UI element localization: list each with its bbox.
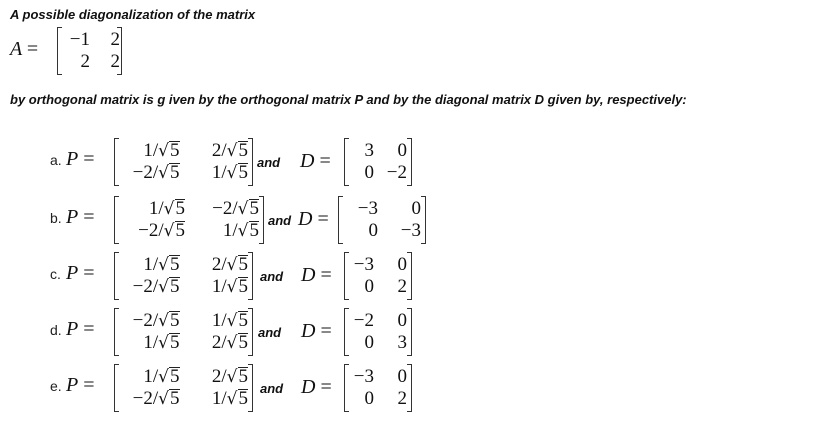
option-e-d-symbol: D xyxy=(301,376,316,398)
option-d-d-cell-r1c1: −2 xyxy=(353,310,374,331)
option-c-matrix-d xyxy=(344,252,412,300)
option-b-d-cell-r1c2: 0 xyxy=(411,198,421,219)
option-b-d-cell-r1c1: −3 xyxy=(357,198,378,219)
option-a-p-label xyxy=(66,148,95,171)
option-b-d-label xyxy=(298,208,329,231)
option-c-matrix-p xyxy=(114,252,253,300)
option-e-matrix-p xyxy=(114,364,253,412)
option-e-d-equals: = xyxy=(315,376,332,398)
option-b-p-symbol: P xyxy=(66,206,79,228)
option-c-d-symbol: D xyxy=(301,264,316,286)
option-e-p-label xyxy=(66,374,95,397)
option-a-d-symbol: D xyxy=(300,150,315,172)
option-d-and: and xyxy=(258,325,282,340)
option-a-d-cell-r2c1: 0 xyxy=(364,162,374,183)
matrix-a-symbol: A xyxy=(10,38,22,60)
option-e-p-cell-r2c1: −2/√5 xyxy=(132,388,180,409)
option-e-p-cell-r1c1: 1/√5 xyxy=(143,366,180,387)
option-a-p-cell-r2c1: −2/√5 xyxy=(132,162,180,183)
option-e-p-cell-r1c2: 2/√5 xyxy=(211,366,248,387)
option-d-d-cell-r1c2: 0 xyxy=(397,310,407,331)
option-e-and: and xyxy=(260,381,284,396)
option-c-d-cell-r1c1: −3 xyxy=(353,254,374,275)
option-c-p-cell-r2c2: 1/√5 xyxy=(211,276,248,297)
option-c-letter: c. xyxy=(50,266,61,282)
option-a-letter: a. xyxy=(50,152,62,168)
option-e-d-label xyxy=(301,376,332,399)
matrix-a xyxy=(57,27,122,75)
option-a-p-cell-r1c2: 2/√5 xyxy=(211,140,248,161)
option-d-p-cell-r1c1: −2/√5 xyxy=(132,310,180,331)
matrix-a-label xyxy=(10,38,38,61)
option-a-d-equals: = xyxy=(314,150,331,172)
option-d-d-symbol: D xyxy=(301,320,316,342)
option-b-letter: b. xyxy=(50,210,62,226)
option-a-p-cell-r1c1: 1/√5 xyxy=(143,140,180,161)
option-b-p-cell-r2c1: −2/√5 xyxy=(138,220,185,241)
option-d-p-cell-r2c2: 2/√5 xyxy=(211,332,248,353)
option-a-p-equals: = xyxy=(78,148,95,170)
option-c-d-cell-r1c2: 0 xyxy=(397,254,407,275)
option-e-p-cell-r2c2: 1/√5 xyxy=(211,388,248,409)
option-a-p-symbol: P xyxy=(66,148,79,170)
option-e-p-equals: = xyxy=(78,374,95,396)
option-e-d-cell-r1c1: −3 xyxy=(353,366,374,387)
option-a-d-cell-r2c2: −2 xyxy=(386,162,407,183)
option-c-and: and xyxy=(260,269,284,284)
option-b-p-equals: = xyxy=(78,206,95,228)
option-b-and: and xyxy=(268,213,292,228)
option-c-d-label xyxy=(301,264,332,287)
option-a-d-label xyxy=(300,150,331,173)
option-e-d-cell-r2c1: 0 xyxy=(364,388,374,409)
option-c-p-symbol: P xyxy=(66,262,79,284)
option-e-d-cell-r2c2: 2 xyxy=(397,388,407,409)
option-b-d-equals: = xyxy=(312,208,329,230)
option-d-matrix-p xyxy=(114,308,253,356)
option-b-d-cell-r2c2: −3 xyxy=(400,220,421,241)
option-c-p-cell-r1c2: 2/√5 xyxy=(211,254,248,275)
question-subtitle: by orthogonal matrix is g iven by the orthogonal matrix P and by the diagonal matrix D given by, respectively: xyxy=(10,92,687,107)
option-a-d-cell-r1c1: 3 xyxy=(364,140,374,161)
option-d-d-label xyxy=(301,320,332,343)
option-e-letter: e. xyxy=(50,378,62,394)
option-a-p-cell-r2c2: 1/√5 xyxy=(211,162,248,183)
option-c-p-cell-r2c1: −2/√5 xyxy=(132,276,180,297)
option-c-d-cell-r2c1: 0 xyxy=(364,276,374,297)
matrix-a-equals: = xyxy=(26,38,39,60)
option-d-letter: d. xyxy=(50,322,62,338)
option-b-d-cell-r2c1: 0 xyxy=(368,220,378,241)
option-d-d-cell-r2c1: 0 xyxy=(364,332,374,353)
option-b-p-cell-r1c2: −2/√5 xyxy=(212,198,259,219)
option-b-matrix-d xyxy=(338,196,426,244)
matrix-a-cell-r2c1: 2 xyxy=(80,51,90,72)
option-d-p-label xyxy=(66,318,95,341)
option-b-matrix-p xyxy=(114,196,264,244)
option-e-p-symbol: P xyxy=(66,374,79,396)
option-d-d-equals: = xyxy=(315,320,332,342)
option-e-d-cell-r1c2: 0 xyxy=(397,366,407,387)
option-d-p-equals: = xyxy=(78,318,95,340)
option-a-matrix-d xyxy=(344,138,412,186)
matrix-a-cell-r2c2: 2 xyxy=(110,51,120,72)
option-a-and: and xyxy=(257,155,281,170)
option-d-d-cell-r2c2: 3 xyxy=(397,332,407,353)
option-d-matrix-d xyxy=(344,308,412,356)
question-title: A possible diagonalization of the matrix xyxy=(10,7,256,22)
matrix-a-cell-r1c2: 2 xyxy=(110,29,120,50)
option-e-matrix-d xyxy=(344,364,412,412)
option-b-p-cell-r2c2: 1/√5 xyxy=(222,220,259,241)
option-c-p-label xyxy=(66,262,95,285)
option-d-p-symbol: P xyxy=(66,318,79,340)
option-d-p-cell-r2c1: 1/√5 xyxy=(143,332,180,353)
option-a-matrix-p xyxy=(114,138,253,186)
option-b-d-symbol: D xyxy=(298,208,313,230)
option-d-p-cell-r1c2: 1/√5 xyxy=(211,310,248,331)
option-c-d-cell-r2c2: 2 xyxy=(397,276,407,297)
option-b-p-label xyxy=(66,206,95,229)
option-c-p-equals: = xyxy=(78,262,95,284)
option-a-d-cell-r1c2: 0 xyxy=(397,140,407,161)
option-b-p-cell-r1c1: 1/√5 xyxy=(148,198,185,219)
matrix-a-cell-r1c1: −1 xyxy=(69,29,90,50)
option-c-d-equals: = xyxy=(315,264,332,286)
option-c-p-cell-r1c1: 1/√5 xyxy=(143,254,180,275)
